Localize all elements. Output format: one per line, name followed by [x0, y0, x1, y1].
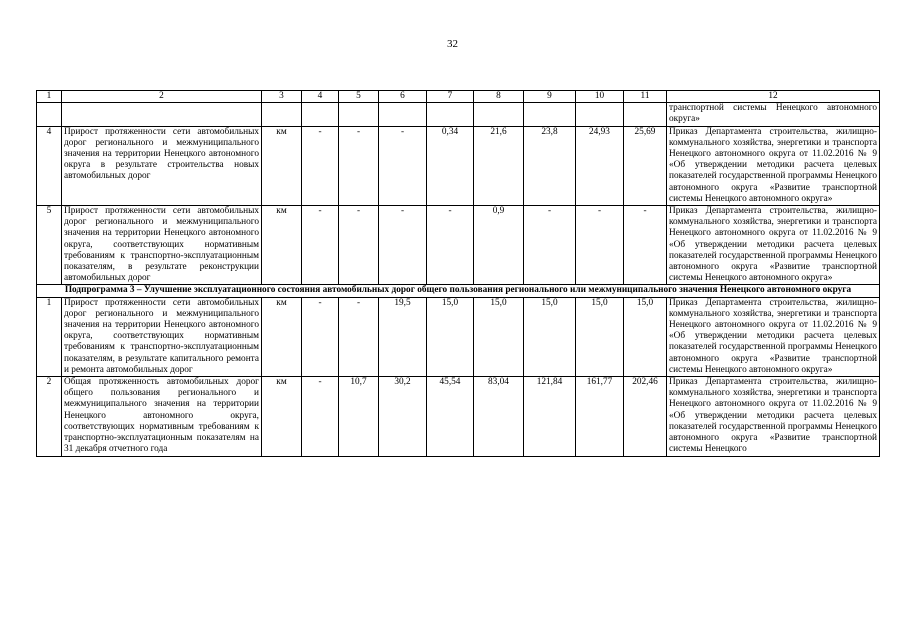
- column-number-row: [37, 91, 880, 103]
- value-cell: 0,34: [427, 126, 474, 205]
- indicator-name: Прирост протяженности сети автомобильных дорог регионального и межмуниципального значения на территории Ненецкого автономного округа, соответствующих нормативным требованиям к транспортно-эксплуатационным показателям, в результате реконструкции автомобильных дорог: [62, 206, 262, 285]
- subprogram-row: [37, 285, 880, 297]
- value-cell: 19,5: [379, 297, 427, 376]
- basis-cell: транспортной системы Ненецкого автономного округа»: [667, 103, 880, 126]
- col-number: 10: [576, 91, 624, 103]
- col-number: 1: [37, 91, 62, 103]
- value-cell: -: [339, 297, 379, 376]
- value-cell: 15,0: [624, 297, 667, 376]
- basis-cell: Приказ Департамента строительства, жилищно-коммунального хозяйства, энергетики и транспорта Ненецкого автономного округа от 11.02.2016 № 9 «Об утверждении методики расчета целевых показателей государственной программы Ненецкого автономного округа «Развитие транспортной системы Ненецкого автономного округа»: [667, 206, 880, 285]
- value-cell: 25,69: [624, 126, 667, 205]
- value-cell: -: [576, 206, 624, 285]
- col-number: 9: [524, 91, 576, 103]
- col-number: 11: [624, 91, 667, 103]
- value-cell: 15,0: [576, 297, 624, 376]
- value-cell: -: [302, 377, 339, 456]
- indicator-name: Общая протяженность автомобильных дорог общего пользования регионального и межмуниципального значения на территории Ненецкого автономного округа, соответствующих нормативным требованиям к транспортно-эксплуатационным показателям на 31 декабря отчетного года: [62, 377, 262, 456]
- value-cell: -: [302, 206, 339, 285]
- value-cell: -: [302, 126, 339, 205]
- subprogram-title: Подпрограмма 3 – Улучшение эксплуатационного состояния автомобильных дорог общего пользования регионального или межмуниципального значения Ненецкого автономного округа: [37, 285, 880, 297]
- unit-cell: км: [262, 297, 302, 376]
- value-cell: -: [379, 206, 427, 285]
- value-cell: -: [624, 206, 667, 285]
- continuation-row: [37, 103, 880, 126]
- unit-cell: км: [262, 206, 302, 285]
- col-number: 4: [302, 91, 339, 103]
- value-cell: 23,8: [524, 126, 576, 205]
- col-number: 3: [262, 91, 302, 103]
- unit-cell: км: [262, 377, 302, 456]
- value-cell: 161,77: [576, 377, 624, 456]
- value-cell: -: [379, 126, 427, 205]
- value-cell: 30,2: [379, 377, 427, 456]
- value-cell: -: [524, 206, 576, 285]
- value-cell: -: [427, 206, 474, 285]
- table-row: [37, 377, 880, 456]
- basis-cell: Приказ Департамента строительства, жилищно-коммунального хозяйства, энергетики и транспорта Ненецкого автономного округа от 11.02.2016 № 9 «Об утверждении методики расчета целевых показателей государственной программы Ненецкого автономного округа «Развитие транспортной системы Ненецкого автономного округа»: [667, 297, 880, 376]
- value-cell: 15,0: [427, 297, 474, 376]
- col-number: 6: [379, 91, 427, 103]
- col-number: 7: [427, 91, 474, 103]
- value-cell: 15,0: [474, 297, 524, 376]
- table-row: [37, 297, 880, 376]
- value-cell: 21,6: [474, 126, 524, 205]
- value-cell: 121,84: [524, 377, 576, 456]
- row-number: 2: [37, 377, 62, 456]
- indicators-table: [36, 90, 880, 457]
- unit-cell: км: [262, 126, 302, 205]
- col-number: 2: [62, 91, 262, 103]
- value-cell: 10,7: [339, 377, 379, 456]
- indicator-name: Прирост протяженности сети автомобильных дорог регионального и межмуниципального значения на территории Ненецкого автономного округа в результате строительства новых автомобильных дорог: [62, 126, 262, 205]
- value-cell: -: [339, 206, 379, 285]
- row-number: 1: [37, 297, 62, 376]
- table-row: [37, 206, 880, 285]
- basis-cell: Приказ Департамента строительства, жилищно-коммунального хозяйства, энергетики и транспорта Ненецкого автономного округа от 11.02.2016 № 9 «Об утверждении методики расчета целевых показателей государственной программы Ненецкого автономного округа «Развитие транспортной системы Ненецкого: [667, 377, 880, 456]
- col-number: 12: [667, 91, 880, 103]
- indicator-name: Прирост протяженности сети автомобильных дорог регионального и межмуниципального значения на территории Ненецкого автономного округа, соответствующих нормативным требованиям к транспортно-эксплуатационным показателям, в результате капитального ремонта и ремонта автомобильных дорог: [62, 297, 262, 376]
- value-cell: -: [302, 297, 339, 376]
- table-row: [37, 126, 880, 205]
- row-number: 4: [37, 126, 62, 205]
- value-cell: 0,9: [474, 206, 524, 285]
- row-number: 5: [37, 206, 62, 285]
- value-cell: 202,46: [624, 377, 667, 456]
- col-number: 5: [339, 91, 379, 103]
- value-cell: 83,04: [474, 377, 524, 456]
- page-number: 32: [447, 38, 458, 50]
- value-cell: 45,54: [427, 377, 474, 456]
- value-cell: 24,93: [576, 126, 624, 205]
- col-number: 8: [474, 91, 524, 103]
- value-cell: -: [339, 126, 379, 205]
- basis-cell: Приказ Департамента строительства, жилищно-коммунального хозяйства, энергетики и транспорта Ненецкого автономного округа от 11.02.2016 № 9 «Об утверждении методики расчета целевых показателей государственной программы Ненецкого автономного округа «Развитие транспортной системы Ненецкого автономного округа»: [667, 126, 880, 205]
- value-cell: 15,0: [524, 297, 576, 376]
